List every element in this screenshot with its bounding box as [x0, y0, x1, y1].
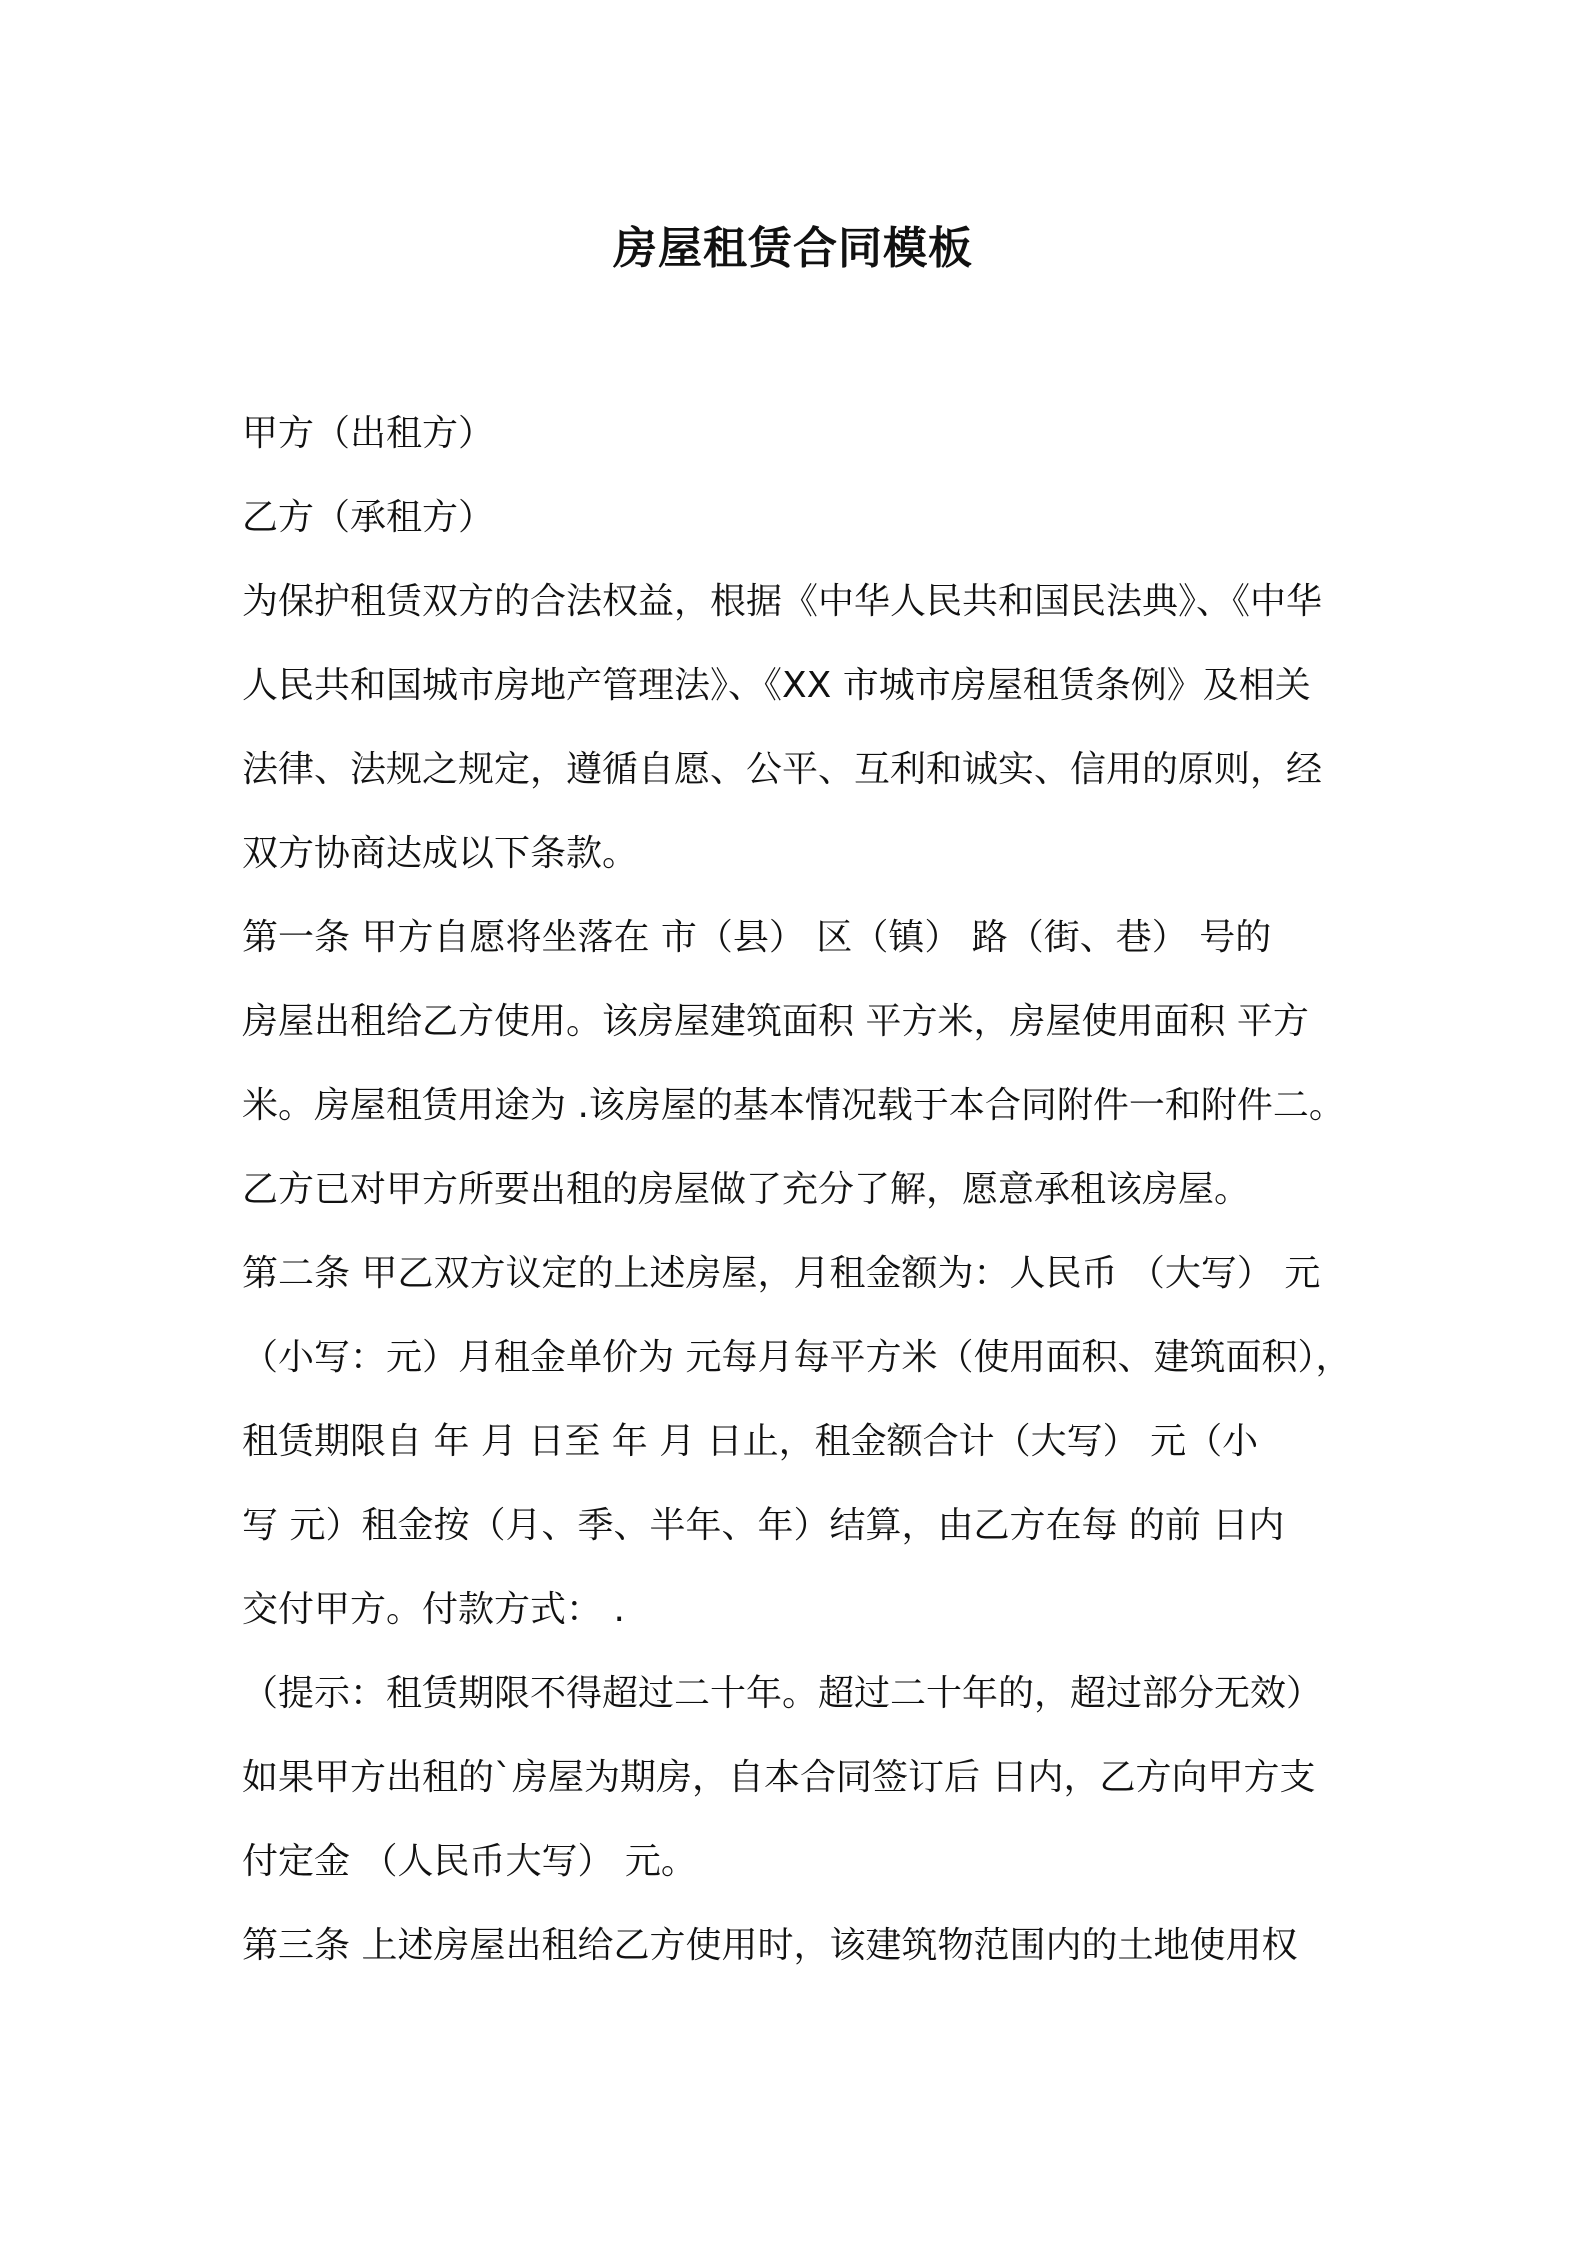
- preamble-line-1: 为保护租赁双方的合法权益，根据《中华人民共和国民法典》、《中华: [242, 581, 1323, 622]
- preamble-line-4: 双方协商达成以下条款。: [242, 833, 639, 874]
- article-1-line-3: 米。房屋租赁用途为 .该房屋的基本情况载于本合同附件一和附件二。: [242, 1085, 1345, 1126]
- article-1-line-4: 乙方已对甲方所要出租的房屋做了充分了解，愿意承租该房屋。: [242, 1169, 1251, 1210]
- article-2-line-5: 交付甲方。付款方式： .: [242, 1589, 625, 1630]
- party-b-line: 乙方（承租方）: [242, 497, 495, 538]
- article-1-line-2: 房屋出租给乙方使用。该房屋建筑面积 平方米，房屋使用面积 平方: [242, 1001, 1309, 1042]
- article-2-line-3: 租赁期限自 年 月 日至 年 月 日止，租金额合计（大写） 元（小: [242, 1421, 1259, 1462]
- party-a-line: 甲方（出租方）: [242, 413, 495, 454]
- article-2-hint: （提示：租赁期限不得超过二十年。超过二十年的，超过部分无效）: [242, 1673, 1323, 1714]
- article-1-line-1: 第一条 甲方自愿将坐落在 市（县） 区（镇） 路（街、巷） 号的: [242, 917, 1272, 958]
- article-3-line-1: 第三条 上述房屋出租给乙方使用时，该建筑物范围内的土地使用权: [242, 1925, 1298, 1966]
- preamble-line-3: 法律、法规之规定，遵循自愿、公平、互利和诚实、信用的原则，经: [242, 749, 1323, 790]
- article-2-line-4: 写 元）租金按（月、季、半年、年）结算，由乙方在每 的前 日内: [242, 1505, 1285, 1546]
- article-2-deposit-line-2: 付定金 （人民币大写） 元。: [242, 1841, 697, 1882]
- document-title: 房屋租赁合同模板: [613, 223, 973, 274]
- article-2-deposit-line-1: 如果甲方出租的`房屋为期房，自本合同签订后 日内，乙方向甲方支: [242, 1757, 1316, 1798]
- article-2-line-2: （小写：元）月租金单价为 元每月每平方米（使用面积、建筑面积），: [242, 1337, 1352, 1378]
- preamble-line-2: 人民共和国城市房地产管理法》、《XX 市城市房屋租赁条例》及相关: [242, 665, 1311, 706]
- article-2-line-1: 第二条 甲乙双方议定的上述房屋，月租金额为：人民币 （大写） 元: [242, 1253, 1321, 1294]
